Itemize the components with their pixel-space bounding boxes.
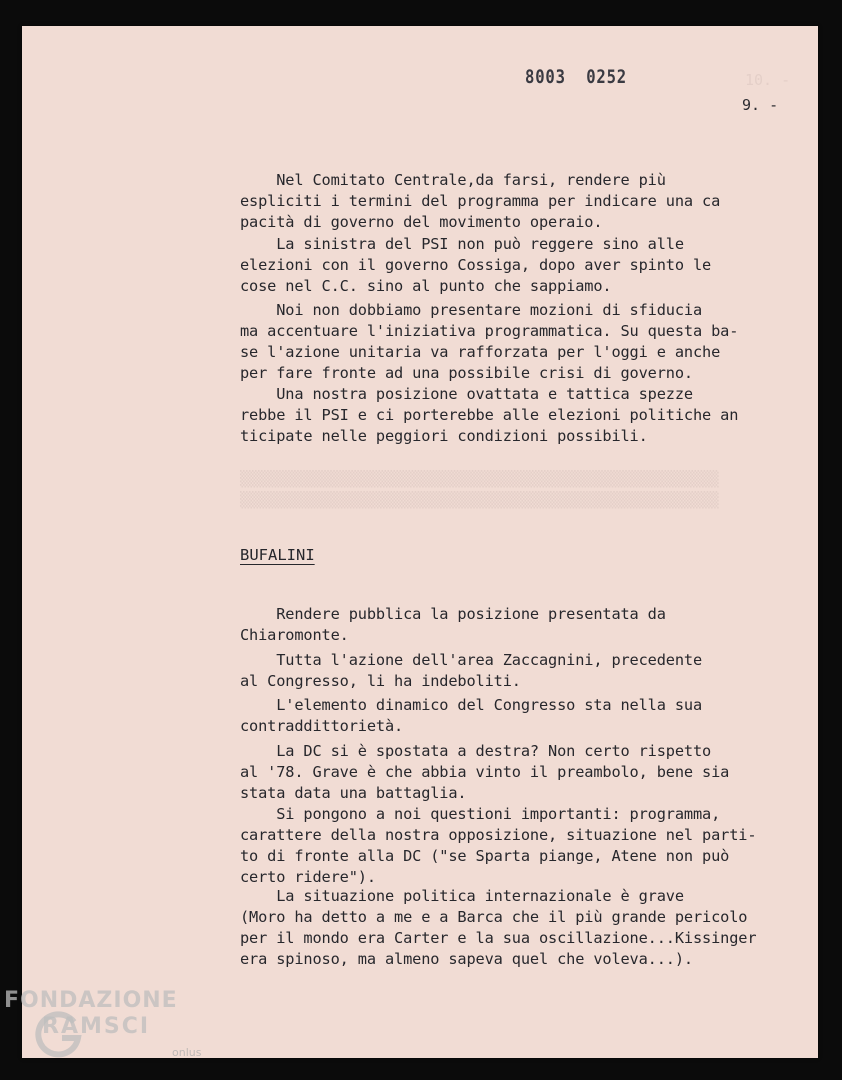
paragraph-3: Noi non dobbiamo presentare mozioni di sfiducia ma accentuare l'iniziativa programmatica. Su questa ba- se l'azione unitaria va rafforzata per l'oggi e anche per fare fronte ad una possibile crisi di governo. bbox=[240, 301, 739, 382]
watermark-line-3: onlus bbox=[172, 1046, 202, 1059]
paragraph-4: Una nostra posizione ovattata e tattica spezze rebbe il PSI e ci porterebbe alle elezioni politiche an ticipate nelle peggiori condizioni possibili. bbox=[240, 385, 739, 445]
paragraph-6: Tutta l'azione dell'area Zaccagnini, precedente al Congresso, li ha indeboliti. bbox=[240, 651, 703, 690]
paragraph-7: L'elemento dinamico del Congresso sta nella sua contraddittorietà. bbox=[240, 696, 703, 735]
paragraph-5: Rendere pubblica la posizione presentata da Chiaromonte. bbox=[240, 605, 666, 644]
section-heading: BUFALINI bbox=[240, 546, 315, 564]
paragraph-8: La DC si è spostata a destra? Non certo rispetto al '78. Grave è che abbia vinto il preambolo, bene sia stata data una battaglia. bbox=[240, 742, 730, 802]
paragraph-10: La situazione politica internazionale è grave (Moro ha detto a me e a Barca che il più grande pericolo per il mondo era Carter e la sua oscillazione...Kissinger era spinoso, ma almeno sapeva quel che voleva...). bbox=[240, 887, 757, 968]
watermark-line-1: FONDAZIONE bbox=[4, 988, 178, 1013]
paragraph-1: Nel Comitato Centrale,da farsi, rendere più espliciti i termini del programma per indicare una ca pacità di governo del movimento operaio. bbox=[240, 171, 721, 231]
paragraph-9: Si pongono a noi questioni importanti: programma, carattere della nostra opposizione, situazione nel parti- to di fronte alla DC ("se Sparta piange, Atene non può certo ridere"). bbox=[240, 805, 757, 886]
paragraph-2: La sinistra del PSI non può reggere sino alle elezioni con il governo Cossiga, dopo aver spinto le cose nel C.C. sino al punto che sappiamo. bbox=[240, 235, 712, 295]
watermark-line-2: RAMSCI bbox=[42, 1014, 151, 1039]
page-number: 9. - bbox=[742, 96, 779, 114]
fondazione-gramsci-watermark bbox=[0, 988, 230, 1080]
archive-stamp: 8003 0252 bbox=[525, 66, 628, 88]
